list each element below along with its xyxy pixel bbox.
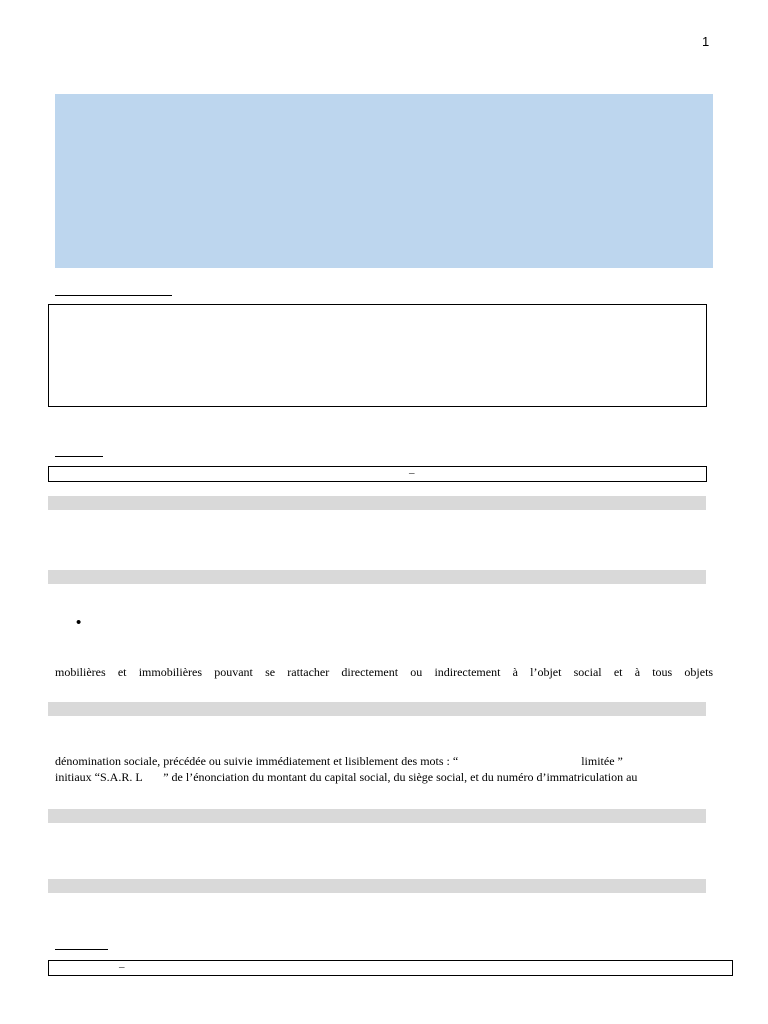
shaded-bar-5 [48, 879, 706, 893]
paragraph-word: directement [341, 665, 399, 679]
shaded-bar-1 [48, 496, 706, 510]
paragraph-line-denomination: dénomination sociale, précédée ou suivie immédiatement et lisiblement des mots : “ limitée ” [55, 754, 623, 768]
paragraph-line-initiaux: initiaux “S.A.R. L ” de l’énonciation du montant du capital social, du siège social, et du numéro d’immatriculation au [55, 770, 638, 784]
header-block [55, 94, 713, 268]
shaded-bar-2 [48, 570, 706, 584]
page-number: 1 [702, 34, 710, 49]
paragraph-word: mobilières [55, 665, 106, 679]
dash-separator: – [119, 961, 125, 973]
paragraph-word: à [512, 665, 518, 679]
paragraph-word: immobilières [138, 665, 203, 679]
paragraph-word: et [117, 665, 127, 679]
paragraph-word: rattacher [287, 665, 330, 679]
shaded-bar-4 [48, 809, 706, 823]
paragraph-word: et [613, 665, 623, 679]
paragraph-word: l’objet [530, 665, 562, 679]
text-box-3 [48, 960, 733, 976]
heading-underline-2 [55, 456, 103, 457]
heading-underline-3 [55, 949, 108, 950]
dash-separator: – [409, 467, 415, 479]
paragraph-word: pouvant [214, 665, 253, 679]
paragraph-word: à [634, 665, 641, 679]
text-box-2 [48, 466, 707, 482]
heading-underline-1 [55, 295, 172, 296]
paragraph-word: objets [684, 665, 714, 679]
paragraph-line-mobilieres [55, 665, 713, 679]
paragraph-word: ou [410, 665, 423, 679]
bullet-point: • [76, 614, 82, 631]
paragraph-word: indirectement [434, 665, 501, 679]
paragraph-word: se [265, 665, 276, 679]
text-box-1 [48, 304, 707, 407]
paragraph-word: social [573, 665, 602, 679]
paragraph-word: tous [652, 665, 673, 679]
shaded-bar-3 [48, 702, 706, 716]
